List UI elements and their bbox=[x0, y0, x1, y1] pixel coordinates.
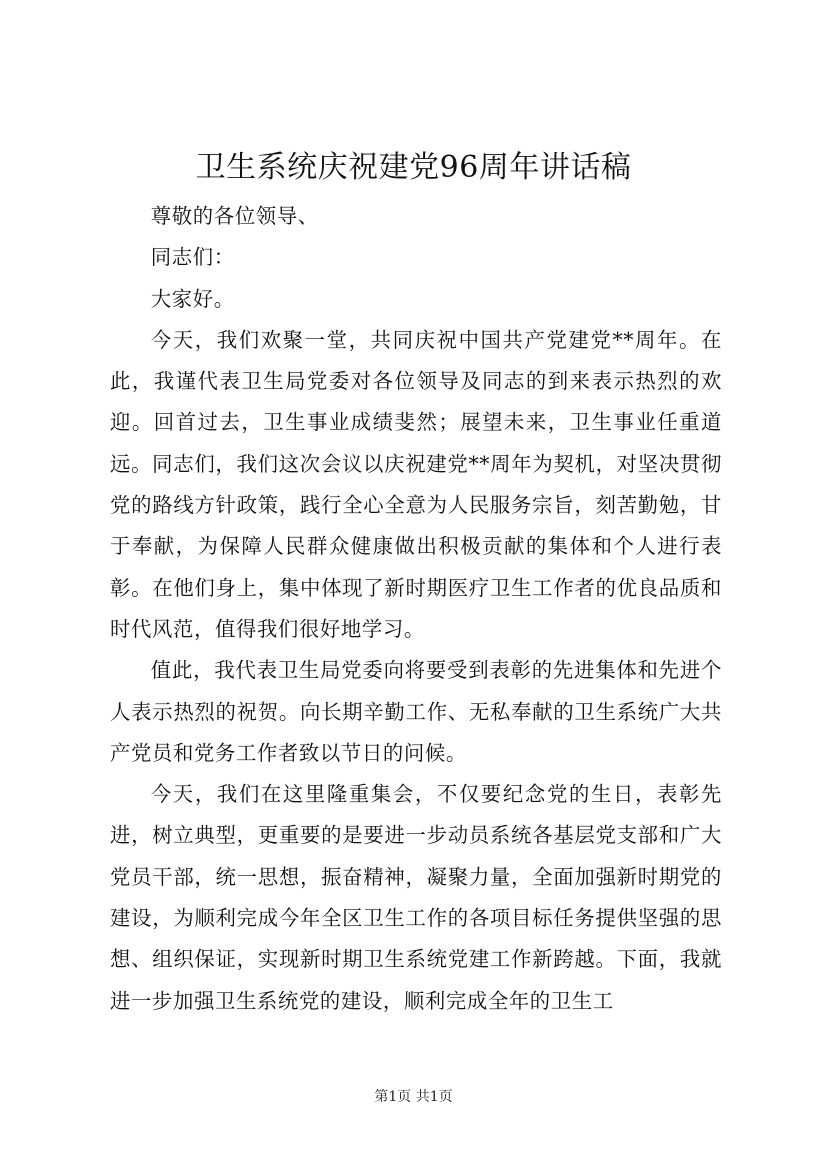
paragraph-opening: 今天，我们欢聚一堂，共同庆祝中国共产党建党**周年。在此，我谨代表卫生局党委对各位领导及同志的到来表示热烈的欢迎。回首过去，卫生事业成绩斐然；展望未来，卫生事业任重道远。同志们，我们这次会议以庆祝建党**周年为契机，对坚决贯彻党的路线方针政策，践行全心全意为人民服务宗旨，刻苦勤勉，甘于奉献，为保障人民群众健康做出积极贡献的集体和个人进行表彰。在他们身上，集中体现了新时期医疗卫生工作者的优良品质和时代风范，值得我们很好地学习。 bbox=[110, 327, 722, 641]
document-title: 卫生系统庆祝建党96周年讲话稿 bbox=[195, 150, 632, 185]
greeting: 大家好。 bbox=[150, 286, 235, 311]
page-footer bbox=[0, 1087, 827, 1107]
document-body bbox=[110, 196, 722, 1022]
salutation-leaders: 尊敬的各位领导、 bbox=[150, 204, 319, 228]
salutation-comrades: 同志们： bbox=[150, 245, 235, 270]
page-number: 第1页 共1页 bbox=[374, 1089, 453, 1105]
paragraph-congratulations: 值此，我代表卫生局党委向将要受到表彰的先进集体和先进个人表示热烈的祝贺。向长期辛勤工作、无私奉献的卫生系统广大共产党员和党务工作者致以节日的问候。 bbox=[110, 658, 722, 765]
paragraph-purpose: 今天，我们在这里隆重集会，不仅要纪念党的生日，表彰先进，树立典型，更重要的是要进一步动员系统各基层党支部和广大党员干部，统一思想，振奋精神，凝聚力量，全面加强新时期党的建设，为顺利完成今年全区卫生工作的各项目标任务提供坚强的思想、组织保证，实现新时期卫生系统党建工作新跨越。下面，我就进一步加强卫生系统党的建设，顺利完成全年的卫生工 bbox=[110, 782, 722, 1013]
